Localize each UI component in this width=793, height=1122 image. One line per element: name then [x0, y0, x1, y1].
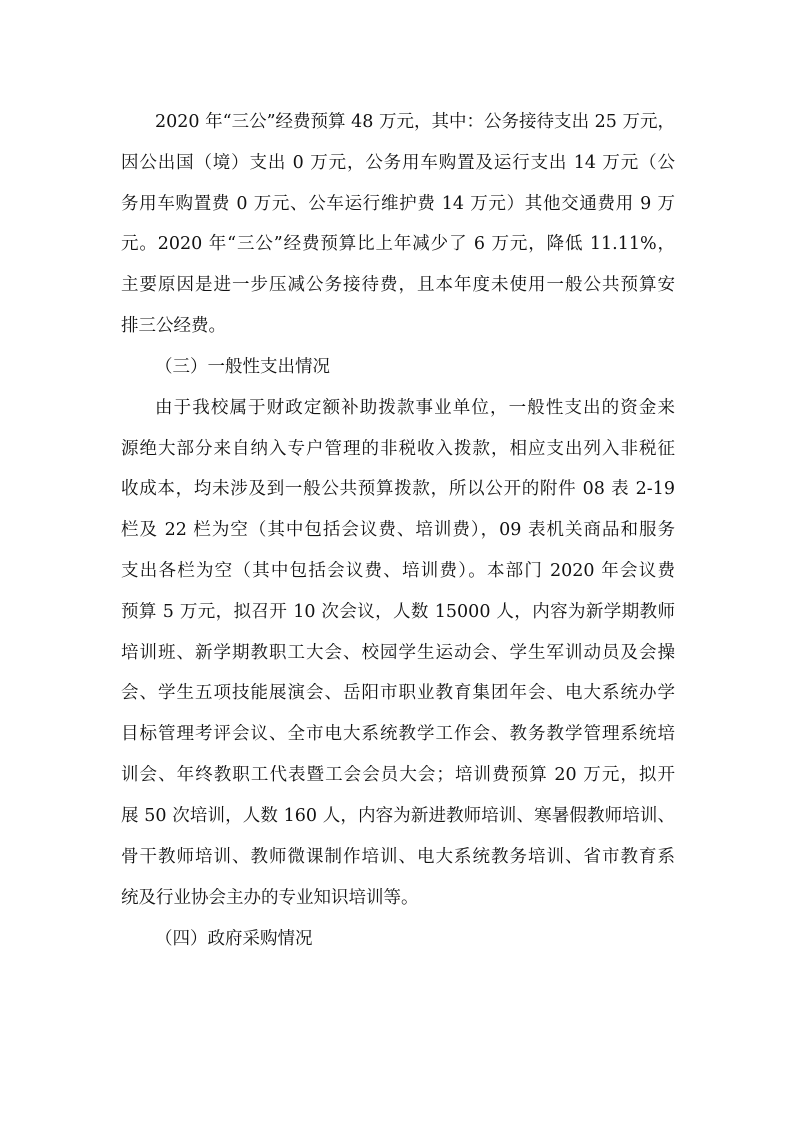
- paragraph-2-line-12: 骨干教师培训、教师微课制作培训、电大系统教务培训、省市教育系: [121, 847, 675, 867]
- section-heading-4: （四）政府采购情况: [155, 929, 313, 949]
- paragraph-1-line-2: 因公出国（境）支出 0 万元，公务用车购置及运行支出 14 万元（公: [121, 153, 675, 173]
- paragraph-1-line-1: 2020 年“三公”经费预算 48 万元，其中：公务接待支出 25 万元，: [155, 112, 675, 132]
- paragraph-2-line-13: 统及行业协会主办的专业知识培训等。: [121, 888, 419, 908]
- paragraph-2-line-2: 源绝大部分来自纳入专户管理的非税收入拨款，相应支出列入非税征: [121, 439, 675, 459]
- section-heading-3: （三）一般性支出情况: [155, 357, 330, 377]
- paragraph-2-line-7: 培训班、新学期教职工大会、校园学生运动会、学生军训动员及会操: [121, 643, 675, 663]
- paragraph-1-line-6: 排三公经费。: [121, 316, 226, 336]
- paragraph-2-line-8: 会、学生五项技能展演会、岳阳市职业教育集团年会、电大系统办学: [121, 683, 675, 703]
- paragraph-2-line-3: 收成本，均未涉及到一般公共预算拨款，所以公开的附件 08 表 2-19: [121, 479, 675, 499]
- paragraph-1-line-5: 主要原因是进一步压减公务接待费，且本年度未使用一般公共预算安: [121, 275, 675, 295]
- paragraph-2-line-1: 由于我校属于财政定额补助拨款事业单位，一般性支出的资金来: [155, 398, 675, 418]
- paragraph-2-line-11: 展 50 次培训，人数 160 人，内容为新进教师培训、寒暑假教师培训、: [121, 806, 675, 826]
- paragraph-2-line-5: 支出各栏为空（其中包括会议费、培训费）。本部门 2020 年会议费: [121, 561, 675, 581]
- paragraph-1-line-4: 元。2020 年“三公”经费预算比上年减少了 6 万元，降低 11.11%，: [121, 234, 675, 254]
- paragraph-2-line-6: 预算 5 万元，拟召开 10 次会议，人数 15000 人，内容为新学期教师: [121, 602, 675, 622]
- paragraph-2-line-10: 训会、年终教职工代表暨工会会员大会；培训费预算 20 万元，拟开: [121, 765, 675, 785]
- paragraph-1-line-3: 务用车购置费 0 万元、公车运行维护费 14 万元）其他交通费用 9 万: [121, 194, 675, 214]
- paragraph-2-line-9: 目标管理考评会议、全市电大系统教学工作会、教务教学管理系统培: [121, 724, 675, 744]
- paragraph-2-line-4: 栏及 22 栏为空（其中包括会议费、培训费），09 表机关商品和服务: [121, 520, 675, 540]
